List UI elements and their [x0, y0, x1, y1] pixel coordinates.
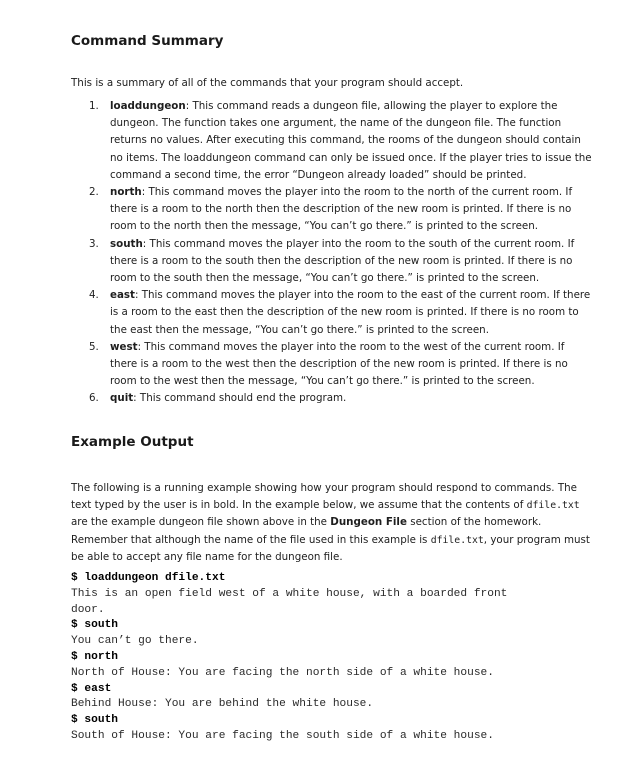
command-list	[71, 98, 593, 408]
command-name: west	[110, 340, 138, 353]
user-command-line: $ south	[71, 619, 118, 632]
item-number: 1.	[89, 100, 99, 112]
command-item	[71, 184, 593, 236]
user-command-line: $ loaddungeon dfile.txt	[71, 572, 226, 584]
command-item	[71, 236, 593, 288]
summary-intro: This is a summary of all of the commands that your program should accept.	[71, 77, 464, 89]
filename-code: dfile.txt	[526, 500, 580, 512]
command-name: quit	[110, 392, 134, 405]
item-number: 2.	[89, 186, 99, 199]
text-run: section of the homework. Remember that although the name of the file used in this example is	[71, 516, 542, 546]
command-item	[71, 339, 593, 391]
example-session	[71, 571, 591, 745]
command-description: : This command reads a dungeon file, allowing the player to explore the dungeon. The function takes one argument, the name of the dungeon file. The function returns no values. After executing this command, the rooms of the dungeon should contain no items. The loaddungeon command can only be issued once. If the player tries to issue the command a second time, the error “Dungeon already loaded” should be printed.	[110, 100, 592, 181]
text-run: are the example dungeon file shown above in the	[71, 516, 331, 529]
command-name: south	[110, 237, 143, 250]
command-description: : This command moves the player into the room to the north of the current room. If there is a room to the north then the description of the new room is printed. If there is no room to the north then the message, “You can’t go there.” is printed to the screen.	[110, 186, 573, 233]
command-description: : This command moves the player into the room to the west of the current room. If there is a room to the west then the description of the new room is printed. If there is no room to the west then the message, “You can’t go there.” is printed to the screen.	[110, 340, 568, 388]
program-output-line: This is an open field west of a white house, with a boarded front	[71, 587, 508, 600]
command-name: east	[110, 289, 135, 302]
program-output-line: South of House: You are facing the south side of a white house.	[71, 729, 494, 742]
text-run: , your program must be able to accept any file name for the dungeon file.	[71, 533, 590, 563]
item-number: 6.	[89, 392, 99, 405]
example-output-heading: Example Output	[71, 434, 194, 450]
command-description: : This command moves the player into the room to the east of the current room. If there is a room to the east then the description of the new room is printed. If there is no room to the east then the message, “You can’t go there.” is printed to the screen.	[110, 289, 591, 336]
text-run: The following is a running example showing how your program should respond to commands. The text typed by the user is in bold. In the example below, we assume that the contents of	[71, 482, 577, 512]
program-output-line: You can’t go there.	[71, 635, 199, 648]
program-output-line: North of House: You are facing the north side of a white house.	[71, 666, 494, 679]
command-item	[71, 287, 593, 339]
program-output-line: door.	[71, 603, 105, 616]
user-command-line: $ south	[71, 714, 118, 727]
user-command-line: $ east	[71, 682, 112, 695]
command-summary-heading: Command Summary	[71, 33, 224, 49]
section-reference: Dungeon File	[330, 516, 407, 529]
command-item	[71, 390, 593, 407]
filename-code: dfile.txt	[430, 534, 484, 546]
program-output-line: Behind House: You are behind the white house.	[71, 698, 374, 711]
item-number: 5.	[89, 340, 99, 353]
command-item	[71, 98, 593, 184]
example-description	[71, 480, 593, 566]
item-number: 4.	[89, 289, 99, 302]
command-description: : This command should end the program.	[133, 392, 347, 405]
item-number: 3.	[89, 237, 99, 250]
user-command-line: $ north	[71, 650, 118, 663]
command-name: north	[110, 186, 142, 199]
command-description: : This command moves the player into the room to the south of the current room. If there is a room to the south then the description of the new room is printed. If there is no room to the south then the message, “You can’t go there.” is printed to the screen.	[110, 237, 575, 285]
command-name: loaddungeon	[110, 100, 186, 112]
